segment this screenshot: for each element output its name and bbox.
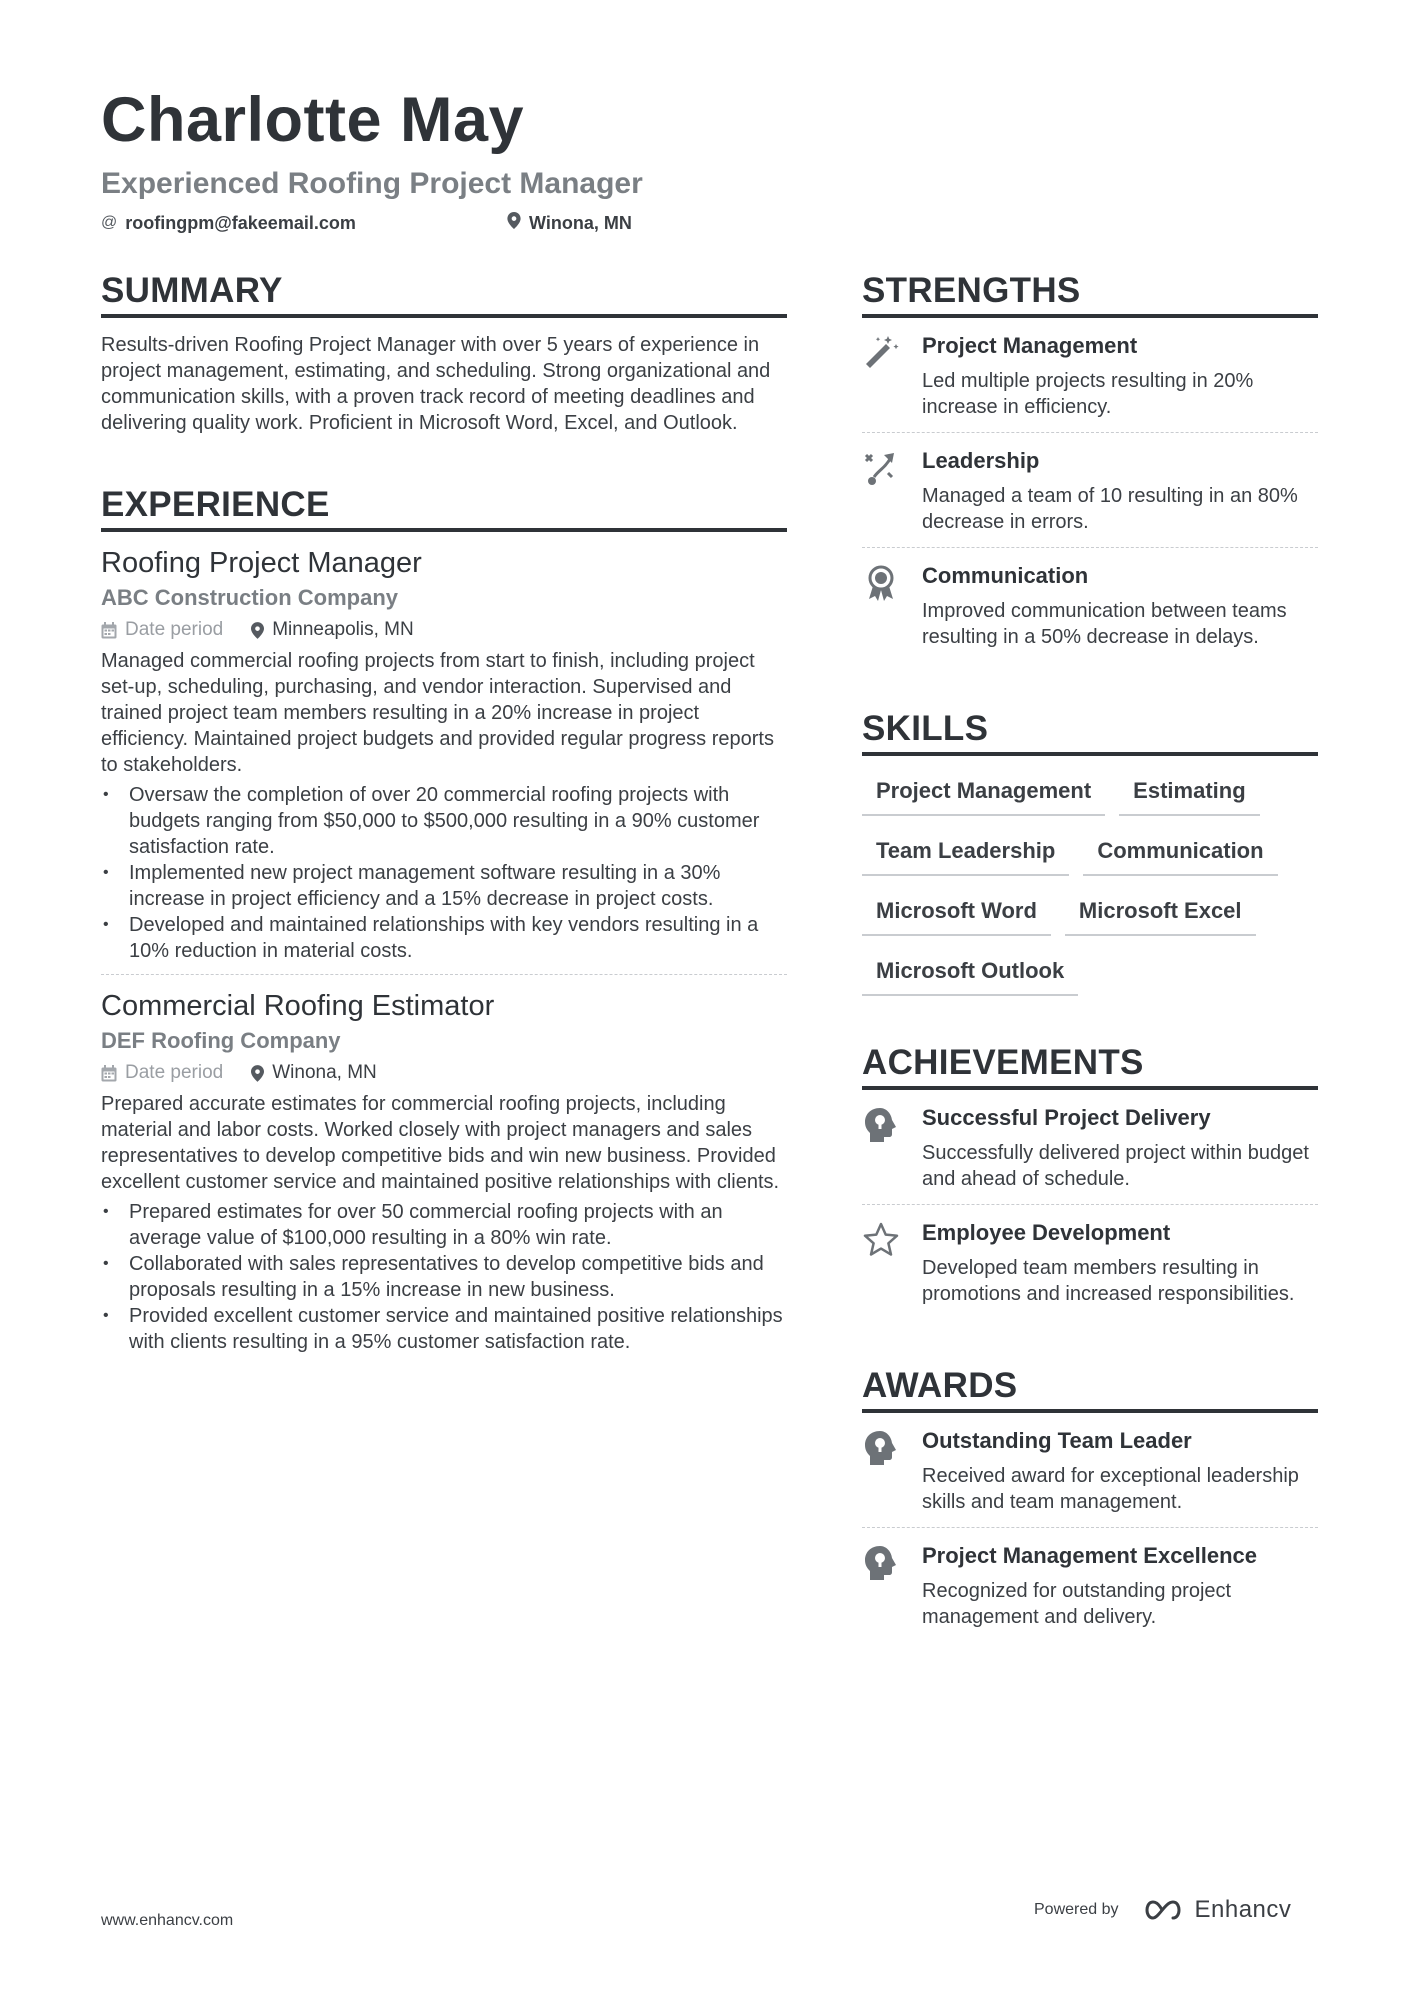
strength-title: Communication <box>922 563 1089 588</box>
at-icon: @ <box>101 214 118 231</box>
bullet-item: • Provided excellent customer service and maintained positive relationships with clients resulting in a 95% customer satisfaction rate. <box>101 1303 787 1355</box>
brand-name: Enhancv <box>1194 1896 1292 1923</box>
summary-heading: SUMMARY <box>101 270 787 318</box>
achievement-desc: Developed team members resulting in promotions and increased responsibilities. <box>922 1257 1295 1305</box>
footer-branding <box>1034 1896 1291 1924</box>
company-name: ABC Construction Company <box>101 585 398 610</box>
award-item <box>862 1528 1318 1642</box>
location-pin-icon <box>251 622 264 639</box>
job-title: Commercial Roofing Estimator <box>101 990 495 1022</box>
skill-tag: Microsoft Outlook <box>862 950 1078 996</box>
skill-tag: Project Management <box>862 770 1105 816</box>
head-bulb-icon <box>862 1427 922 1515</box>
powered-by-label: Powered by <box>1034 1901 1119 1918</box>
calendar-icon <box>101 622 117 639</box>
strength-item <box>862 318 1318 433</box>
achievements-section <box>862 1042 1318 1319</box>
contact-email[interactable] <box>101 212 507 234</box>
strength-desc: Improved communication between teams resulting in a 50% decrease in delays. <box>922 600 1287 648</box>
job-location: Winona, MN <box>251 1061 377 1085</box>
job-description: Prepared accurate estimates for commercial roofing projects, including material and labor costs. Worked closely with project managers and sales representatives to develop competitive bids and win new business. Provided excellent customer service and maintained positive relationships with clients. <box>101 1093 780 1193</box>
bullet-item: • Prepared estimates for over 50 commercial roofing projects with an average value of $100,000 resulting in a 80% win rate. <box>101 1199 787 1251</box>
job-date: Date period <box>101 618 223 642</box>
magic-wand-icon <box>862 332 922 420</box>
skill-tag: Team Leadership <box>862 830 1069 876</box>
awards-heading: AWARDS <box>862 1365 1318 1413</box>
enhancv-logo-icon <box>1141 1898 1187 1922</box>
calendar-icon <box>101 1065 117 1082</box>
award-title: Project Management Excellence <box>922 1543 1258 1568</box>
contact-location <box>507 212 632 234</box>
location-pin-icon <box>251 1065 264 1082</box>
email-text: roofingpm@fakeemail.com <box>125 212 356 233</box>
job-title: Roofing Project Manager <box>101 547 422 579</box>
right-column <box>862 270 1318 1688</box>
award-item <box>862 1413 1318 1528</box>
star-icon <box>862 1219 922 1307</box>
award-desc: Recognized for outstanding project management and delivery. <box>922 1580 1232 1628</box>
achievements-heading: ACHIEVEMENTS <box>862 1042 1318 1090</box>
candidate-name: Charlotte May <box>101 85 525 155</box>
skill-tag: Estimating <box>1119 770 1259 816</box>
head-bulb-icon <box>862 1104 922 1192</box>
achievement-item <box>862 1090 1318 1205</box>
strength-title: Project Management <box>922 333 1138 358</box>
summary-section <box>101 270 787 436</box>
skill-tag: Communication <box>1083 830 1277 876</box>
awards-section <box>862 1365 1318 1642</box>
award-title: Outstanding Team Leader <box>922 1428 1192 1453</box>
skills-section <box>862 708 1318 996</box>
left-column <box>101 270 787 1365</box>
job-bullets <box>101 1199 787 1355</box>
award-desc: Received award for exceptional leadership skills and team management. <box>922 1465 1299 1513</box>
job-date: Date period <box>101 1061 223 1085</box>
achievement-desc: Successfully delivered project within budget and ahead of schedule. <box>922 1142 1309 1190</box>
location-text: Winona, MN <box>529 212 632 233</box>
skills-list <box>862 770 1318 996</box>
job-meta <box>101 618 787 642</box>
experience-heading: EXPERIENCE <box>101 484 787 532</box>
strength-item <box>862 548 1318 662</box>
achievement-title: Employee Development <box>922 1220 1171 1245</box>
bullet-item: • Developed and maintained relationships with key vendors resulting in a 10% reduction in material costs. <box>101 912 787 964</box>
experience-section <box>101 484 787 1365</box>
strategy-icon <box>862 447 922 535</box>
job-entry <box>101 974 787 1365</box>
achievement-item <box>862 1205 1318 1319</box>
job-location: Minneapolis, MN <box>251 618 414 642</box>
job-bullets <box>101 782 787 964</box>
location-pin-icon <box>507 212 521 234</box>
job-entry <box>101 532 787 974</box>
strength-title: Leadership <box>922 448 1040 473</box>
strengths-heading: STRENGTHS <box>862 270 1318 318</box>
medal-icon <box>862 562 922 650</box>
skill-tag: Microsoft Word <box>862 890 1051 936</box>
strength-desc: Led multiple projects resulting in 20% increase in efficiency. <box>922 370 1254 418</box>
resume-header <box>101 84 1321 234</box>
strength-item <box>862 433 1318 548</box>
strengths-section <box>862 270 1318 662</box>
head-bulb-icon <box>862 1542 922 1630</box>
strength-desc: Managed a team of 10 resulting in an 80% decrease in errors. <box>922 485 1298 533</box>
achievement-title: Successful Project Delivery <box>922 1105 1211 1130</box>
bullet-item: • Collaborated with sales representatives to develop competitive bids and proposals resulting in a 15% increase in new business. <box>101 1251 787 1303</box>
company-name: DEF Roofing Company <box>101 1028 341 1053</box>
job-description: Managed commercial roofing projects from start to finish, including project set-up, scheduling, purchasing, and vendor interaction. Supervised and trained project team members resulting in a 20% increase in project efficiency. Maintained project budgets and provided regular progress reports to stakeholders. <box>101 650 774 776</box>
summary-text: Results-driven Roofing Project Manager with over 5 years of experience in project management, estimating, and scheduling. Strong organizational and communication skills, with a proven track record of meeting deadlines and delivering quality work. Proficient in Microsoft Word, Excel, and Outlook. <box>101 334 771 434</box>
bullet-item: • Oversaw the completion of over 20 commercial roofing projects with budgets ranging from $50,000 to $500,000 resulting in a 90% customer satisfaction rate. <box>101 782 787 860</box>
job-meta <box>101 1061 787 1085</box>
candidate-title: Experienced Roofing Project Manager <box>101 167 643 200</box>
bullet-item: • Implemented new project management software resulting in a 30% increase in project efficiency and a 15% decrease in project costs. <box>101 860 787 912</box>
skills-heading: SKILLS <box>862 708 1318 756</box>
skill-tag: Microsoft Excel <box>1065 890 1256 936</box>
footer-website-link[interactable]: www.enhancv.com <box>101 1912 234 1929</box>
contact-row <box>101 212 1321 234</box>
enhancv-logo[interactable] <box>1141 1896 1292 1924</box>
